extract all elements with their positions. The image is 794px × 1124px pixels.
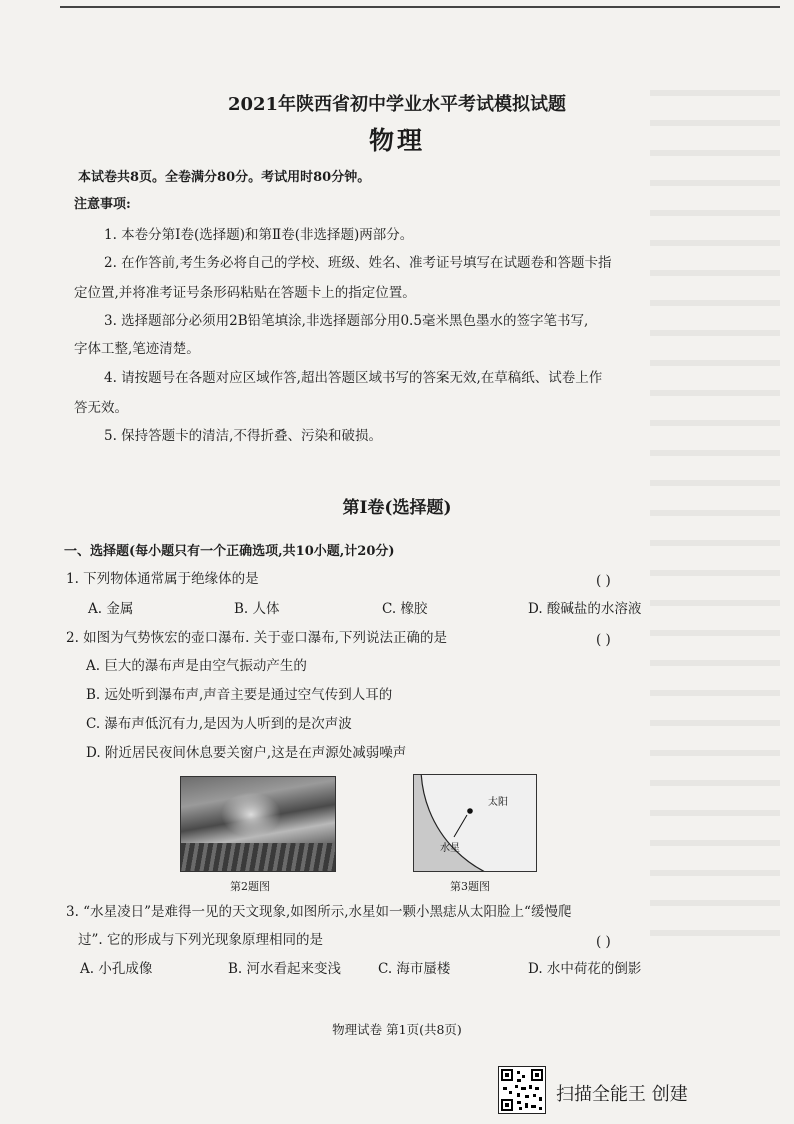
option-b: B. 远处听到瀑布声,声音主要是通过空气传到人耳的 xyxy=(86,687,393,703)
waterfall-photo xyxy=(180,776,336,872)
option-a: A. 小孔成像 xyxy=(80,961,153,977)
mercury-transit-diagram xyxy=(413,774,537,872)
option-a: A. 金属 xyxy=(88,601,134,617)
part1-title: 第Ⅰ卷(选择题) xyxy=(342,498,452,518)
exam-info: 本试卷共8页。全卷满分80分。考试用时80分钟。 xyxy=(78,170,371,185)
note-line: 字体工整,笔迹清楚。 xyxy=(74,341,200,357)
figure-3-caption: 第3题图 xyxy=(450,880,490,893)
note-line: 2. 在作答前,考生务必将自己的学校、班级、姓名、准考证号填写在试题卷和答题卡指 xyxy=(104,255,612,271)
bleed-through-text xyxy=(650,90,780,950)
sun-label: 太阳 xyxy=(488,797,508,808)
notes-heading: 注意事项: xyxy=(74,197,131,212)
option-d: D. 水中荷花的倒影 xyxy=(528,961,642,977)
note-line: 定位置,并将准考证号条形码粘贴在答题卡上的指定位置。 xyxy=(74,285,416,301)
waterfall-mist xyxy=(221,792,281,837)
note-line: 5. 保持答题卡的清洁,不得折叠、污染和破损。 xyxy=(104,428,382,444)
transit-svg xyxy=(414,775,536,871)
note-line: 答无效。 xyxy=(74,400,128,416)
scanner-watermark: 扫描全能王 创建 xyxy=(556,1084,688,1105)
note-line: 1. 本卷分第Ⅰ卷(选择题)和第Ⅱ卷(非选择题)两部分。 xyxy=(104,227,414,243)
option-c: C. 瀑布声低沉有力,是因为人听到的是次声波 xyxy=(86,716,352,732)
note-line: 4. 请按题号在各题对应区域作答,超出答题区域书写的答案无效,在草稿纸、试卷上作 xyxy=(104,370,603,386)
qr-svg xyxy=(499,1067,545,1113)
exam-title: 2021年陕西省初中学业水平考试模拟试题 xyxy=(227,94,567,115)
scan-edge-line xyxy=(60,6,780,8)
section-heading: 一、选择题(每小题只有一个正确选项,共10小题,计20分) xyxy=(64,544,395,559)
answer-blank: ( ) xyxy=(596,632,611,648)
question-1-stem: 1. 下列物体通常属于绝缘体的是 xyxy=(66,571,259,587)
mercury-dot xyxy=(467,808,473,814)
option-d: D. 附近居民夜间休息要关窗户,这是在声源处减弱噪声 xyxy=(86,745,407,761)
answer-blank: ( ) xyxy=(596,934,611,950)
answer-blank: ( ) xyxy=(596,573,611,589)
rock-ledge xyxy=(181,843,335,871)
option-c: C. 海市蜃楼 xyxy=(378,961,451,977)
mercury-label: 水星 xyxy=(440,843,460,854)
option-a: A. 巨大的瀑布声是由空气振动产生的 xyxy=(86,658,307,674)
option-c: C. 橡胶 xyxy=(382,601,428,617)
question-2-stem: 2. 如图为气势恢宏的壶口瀑布. 关于壶口瀑布,下列说法正确的是 xyxy=(66,630,448,646)
page-footer: 物理试卷 第1页(共8页) xyxy=(332,1022,462,1037)
figure-2-caption: 第2题图 xyxy=(230,880,270,893)
subject-title: 物理 xyxy=(368,126,425,155)
question-3-stem-cont: 过”. 它的形成与下列光现象原理相同的是 xyxy=(78,932,323,948)
option-d: D. 酸碱盐的水溶液 xyxy=(528,601,642,617)
question-3-stem: 3. “水星凌日”是难得一见的天文现象,如图所示,水星如一颗小黑痣从太阳脸上“缓慢爬 xyxy=(66,904,572,920)
qr-code xyxy=(498,1066,546,1114)
option-b: B. 人体 xyxy=(234,601,280,617)
option-b: B. 河水看起来变浅 xyxy=(228,961,342,977)
note-line: 3. 选择题部分必须用2B铅笔填涂,非选择题部分用0.5毫米黑色墨水的签字笔书写, xyxy=(104,313,589,329)
